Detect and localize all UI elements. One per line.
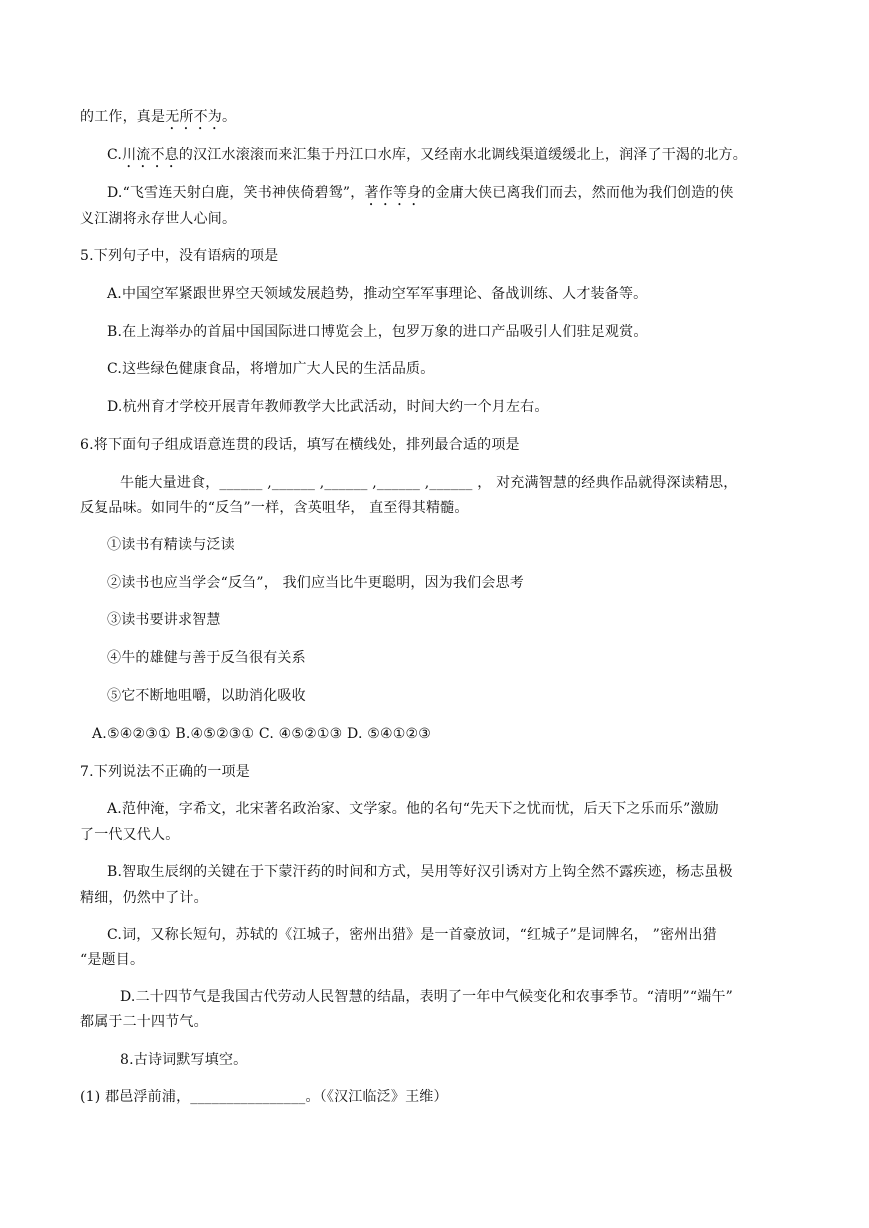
answer-options: A.⑤④②③① B.④⑤②③① C. ④⑤②①③ D. ⑤④①②③ (92, 726, 432, 742)
text-line: “是题目。 (80, 952, 145, 968)
text-line: 的工作，真是无所不为。 (80, 109, 237, 125)
option-line: B.智取生辰纲的关键在于下蒙汗药的时间和方式，吴用等好汉引诱对方上钩全然不露疾迹，杨志虽极 (107, 864, 733, 880)
option-line: D.杭州育才学校开展青年教师教学大比武活动，时间大约一个月左右。 (107, 399, 549, 415)
option-line: A.中国空军紧跟世界空天领域发展趋势，推动空军军事理论、备战训练、人才装备等。 (107, 286, 648, 302)
text-line: 牛能大量进食，______ ,______ ,______ ,______ ,______ ， 对充满智慧的经典作品就得深读精思， (120, 475, 738, 491)
text-line: C.川流不息的汉江水滚滚而来汇集于丹江口水库，又经南水北调线渠道缓缓北上，润泽了干渴的北方。 (107, 147, 747, 163)
question-heading: 5.下列句子中，没有语病的项是 (80, 248, 279, 264)
emphasized-text: 川流不息 (122, 147, 179, 163)
fill-in-line: (1) 郡邑浮前浦，________________。（《汉江临泛》王维） (80, 1089, 448, 1105)
list-item: ③读书要讲求智慧 (107, 612, 221, 628)
list-item: ①读书有精读与泛读 (107, 537, 235, 553)
option-line: B.在上海举办的首届中国国际进口博览会上，包罗万象的进口产品吸引人们驻足观赏。 (107, 324, 648, 340)
emphasized-text: 著作等身 (364, 185, 422, 201)
question-heading: 7.下列说法不正确的一项是 (80, 764, 250, 780)
list-item: ②读书也应当学会“反刍”， 我们应当比牛更聪明，因为我们会思考 (107, 575, 524, 591)
text-line: 义江湖将永存世人心间。 (80, 211, 237, 227)
option-line: C.词，又称长短句，苏轼的《江城子，密州出猎》是一首豪放词，“红城子”是词牌名， ”密州出猎 (107, 927, 717, 943)
text-line: 都属于二十四节气。 (80, 1014, 208, 1030)
option-line: C.这些绿色健康食品，将增加广大人民的生活品质。 (107, 361, 435, 377)
emphasized-text: 无所不为 (165, 109, 223, 125)
option-line: D.二十四节气是我国古代劳动人民智慧的结晶，表明了一年中气候变化和农事季节。“清明”“端午” (120, 989, 734, 1005)
list-item: ④牛的雄健与善于反刍很有关系 (107, 650, 306, 666)
question-heading: 8.古诗词默写填空。 (120, 1052, 248, 1068)
text-line: D.“飞雪连天射白鹿，笑书神侠倚碧鸳”，著作等身的金庸大侠已离我们而去，然而他为我们创造的侠 (107, 185, 734, 201)
text-line: 了一代又代人。 (80, 827, 180, 843)
text-line: 精细，仍然中了计。 (80, 890, 208, 906)
question-heading: 6.将下面句子组成语意连贯的段话，填写在横线处，排列最合适的项是 (80, 437, 520, 453)
list-item: ⑤它不断地咀嚼，以助消化吸收 (107, 688, 306, 704)
text-line: 反复品味。如同牛的“反刍”一样，含英咀华， 直至得其精髓。 (80, 500, 469, 516)
option-line: A.范仲淹，字希文，北宋著名政治家、文学家。他的名句“先天下之忧而忧，后天下之乐而乐”激励 (107, 801, 719, 817)
